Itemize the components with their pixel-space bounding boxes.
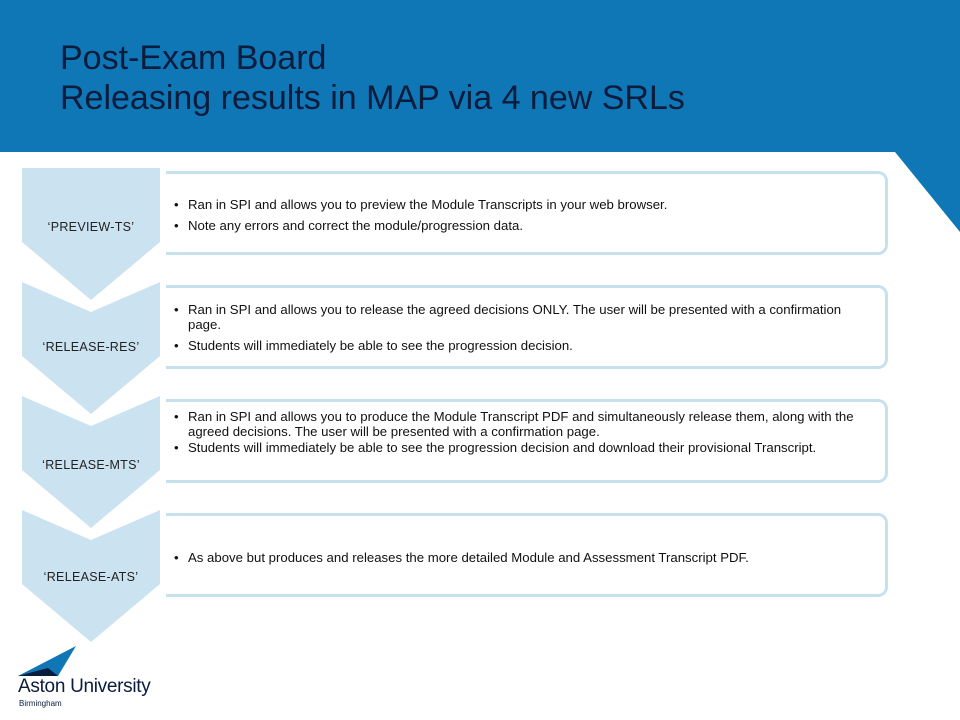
logo-subtitle: Birmingham <box>19 699 62 708</box>
slide-title-line-1: Post-Exam Board <box>60 39 327 77</box>
bullet-list <box>166 409 885 455</box>
step-chevron-release-ats <box>22 510 160 642</box>
bullet-item: • Note any errors and correct the module/progression data. <box>166 218 877 233</box>
slide-title <box>60 38 685 118</box>
bullet-item: • Ran in SPI and allows you to preview the Module Transcripts in your web browser. <box>166 197 877 212</box>
bullet-item: • Students will immediately be able to see the progression decision. <box>166 338 877 353</box>
bullet-item: • Ran in SPI and allows you to release the agreed decisions ONLY. The user will be presented with a confirmation page. <box>166 302 877 332</box>
aston-university-logo <box>18 646 168 710</box>
bullet-item: • Students will immediately be able to see the progression decision and download their provisional Transcript. <box>166 440 877 455</box>
bullet-list <box>166 550 885 565</box>
chevron-shape <box>22 168 160 300</box>
step-label: ‘RELEASE-RES’ <box>42 340 140 354</box>
step-panel-release-ats <box>166 513 888 597</box>
step-label: ‘PREVIEW-TS’ <box>47 220 135 234</box>
step-panel-release-mts <box>166 399 888 483</box>
step-chevron-release-mts <box>22 396 160 528</box>
slide-title-line-2: Releasing results in MAP via 4 new SRLs <box>60 79 685 117</box>
step-label: ‘RELEASE-MTS’ <box>42 458 140 472</box>
step-label: ‘RELEASE-ATS’ <box>43 570 139 584</box>
logo-name: Aston University <box>18 676 151 697</box>
triangle-logo-icon <box>18 646 78 676</box>
bullet-list <box>166 302 885 353</box>
step-chevron-preview-ts <box>22 168 160 300</box>
step-chevron-release-res <box>22 282 160 414</box>
bullet-item: • As above but produces and releases the more detailed Module and Assessment Transcript PDF. <box>166 550 877 565</box>
bullet-item: • Ran in SPI and allows you to produce the Module Transcript PDF and simultaneously release them, along with the agreed decisions. The user will be presented with a confirmation page. <box>166 409 877 439</box>
step-panel-release-res <box>166 285 888 369</box>
header-corner-decoration <box>895 152 960 232</box>
step-panel-preview-ts <box>166 171 888 255</box>
bullet-list <box>166 197 885 233</box>
